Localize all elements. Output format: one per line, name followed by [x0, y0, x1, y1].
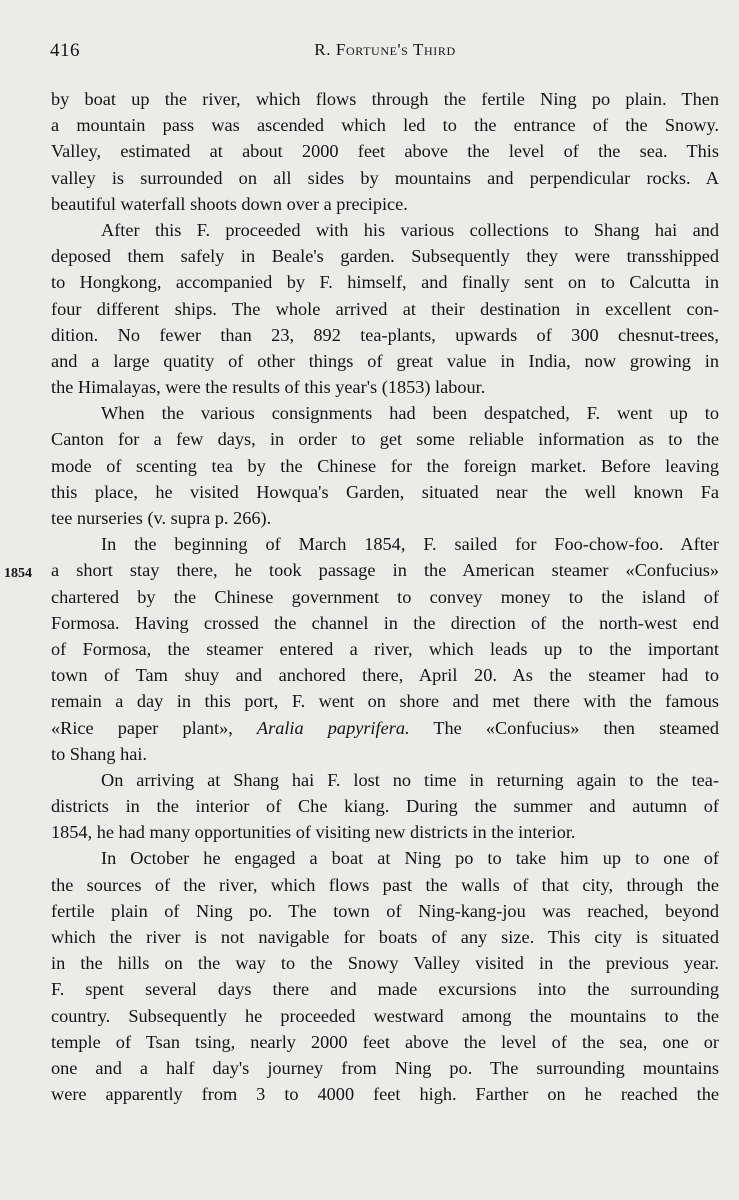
text-line: After this F. proceeded with his various collections to Shang hai and: [101, 219, 719, 240]
text-line: Canton for a few days, in order to get some reliable information as to the: [51, 429, 719, 450]
line-segment: «Rice paper plant»,: [51, 717, 257, 738]
text-line: the sources of the river, which flows past the walls of that city, through the: [51, 874, 719, 895]
text-line: chartered by the Chinese government to convey money to the island of: [51, 586, 719, 607]
text-line: which the river is not navigable for boats of any size. This city is situated: [51, 927, 719, 947]
text-line: one and a half day's journey from Ning po. The surrounding mountains: [51, 1057, 719, 1078]
species-name: Aralia papyrifera.: [256, 717, 410, 738]
line-segment: The «Confucius» then steamed: [409, 717, 719, 738]
text-line: of Formosa, the steamer entered a river, which leads up to the important: [51, 638, 719, 659]
text-line: beautiful waterfall shoots down over a precipice.: [51, 193, 408, 214]
text-line: tee nurseries (v. supra p. 266).: [51, 508, 272, 528]
text-line: deposed them safely in Beale's garden. Subsequently they were transshipped: [51, 246, 719, 267]
text-line: dition. No fewer than 23, 892 tea-plants, upwards of 300 chesnut-trees,: [51, 324, 719, 345]
text-line: On arriving at Shang hai F. lost no time in returning again to the tea-: [101, 769, 719, 790]
page-number: 416: [50, 40, 80, 61]
text-line: to Shang hai.: [51, 743, 147, 764]
text-line-with-species: [51, 715, 719, 741]
text-line: F. spent several days there and made excursions into the surrounding: [51, 979, 719, 1000]
text-line: temple of Tsan tsing, nearly 2000 feet above the level of the sea, one or: [51, 1031, 719, 1052]
text-line: When the various consignments had been despatched, F. went up to: [101, 403, 719, 424]
text-line: districts in the interior of Che kiang. During the summer and autumn of: [51, 796, 719, 817]
text-line: valley is surrounded on all sides by mountains and perpendicular rocks. A: [51, 167, 719, 188]
page-header: [50, 40, 720, 64]
text-line: a mountain pass was ascended which led to the entrance of the Snowy.: [51, 115, 719, 136]
text-line: and a large quatity of other things of great value in India, now growing in: [51, 350, 719, 371]
margin-year-note: 1854: [4, 566, 32, 581]
text-line: this place, he visited Howqua's Garden, situated near the well known Fa: [51, 481, 719, 502]
text-line: In October he engaged a boat at Ning po to take him up to one of: [101, 848, 719, 869]
text-line: In the beginning of March 1854, F. sailed for Foo-chow-foo. After: [101, 534, 719, 555]
text-line: by boat up the river, which flows through the fertile Ning po plain. Then: [51, 89, 719, 109]
text-line: in the hills on the way to the Snowy Valley visited in the previous year.: [51, 953, 719, 974]
text-line: town of Tam shuy and anchored there, April 20. As the steamer had to: [51, 665, 719, 686]
text-line: were apparently from 3 to 4000 feet high. Farther on he reached the: [51, 1084, 719, 1105]
body-text: [51, 86, 719, 1107]
text-line: mode of scenting tea by the Chinese for the foreign market. Before leaving: [51, 455, 719, 476]
text-line: the Himalayas, were the results of this year's (1853) labour.: [51, 377, 486, 398]
text-line: country. Subsequently he proceeded westward among the mountains to the: [51, 1005, 719, 1026]
text-line: Formosa. Having crossed the channel in the direction of the north-west end: [51, 612, 719, 633]
running-title: R. Fortune's Third: [314, 40, 456, 59]
text-line: fertile plain of Ning po. The town of Ning-kang-jou was reached, beyond: [51, 900, 719, 921]
text-line: remain a day in this port, F. went on shore and met there with the famous: [51, 691, 719, 712]
text-line: to Hongkong, accompanied by F. himself, and finally sent on to Calcutta in: [51, 272, 719, 293]
text-line: Valley, estimated at about 2000 feet above the level of the sea. This: [51, 141, 719, 162]
text-line: 1854, he had many opportunities of visiting new districts in the interior.: [51, 822, 576, 843]
text-line: a short stay there, he took passage in the American steamer «Confucius»: [51, 560, 719, 581]
text-line: four different ships. The whole arrived at their destination in excellent con-: [51, 298, 719, 319]
